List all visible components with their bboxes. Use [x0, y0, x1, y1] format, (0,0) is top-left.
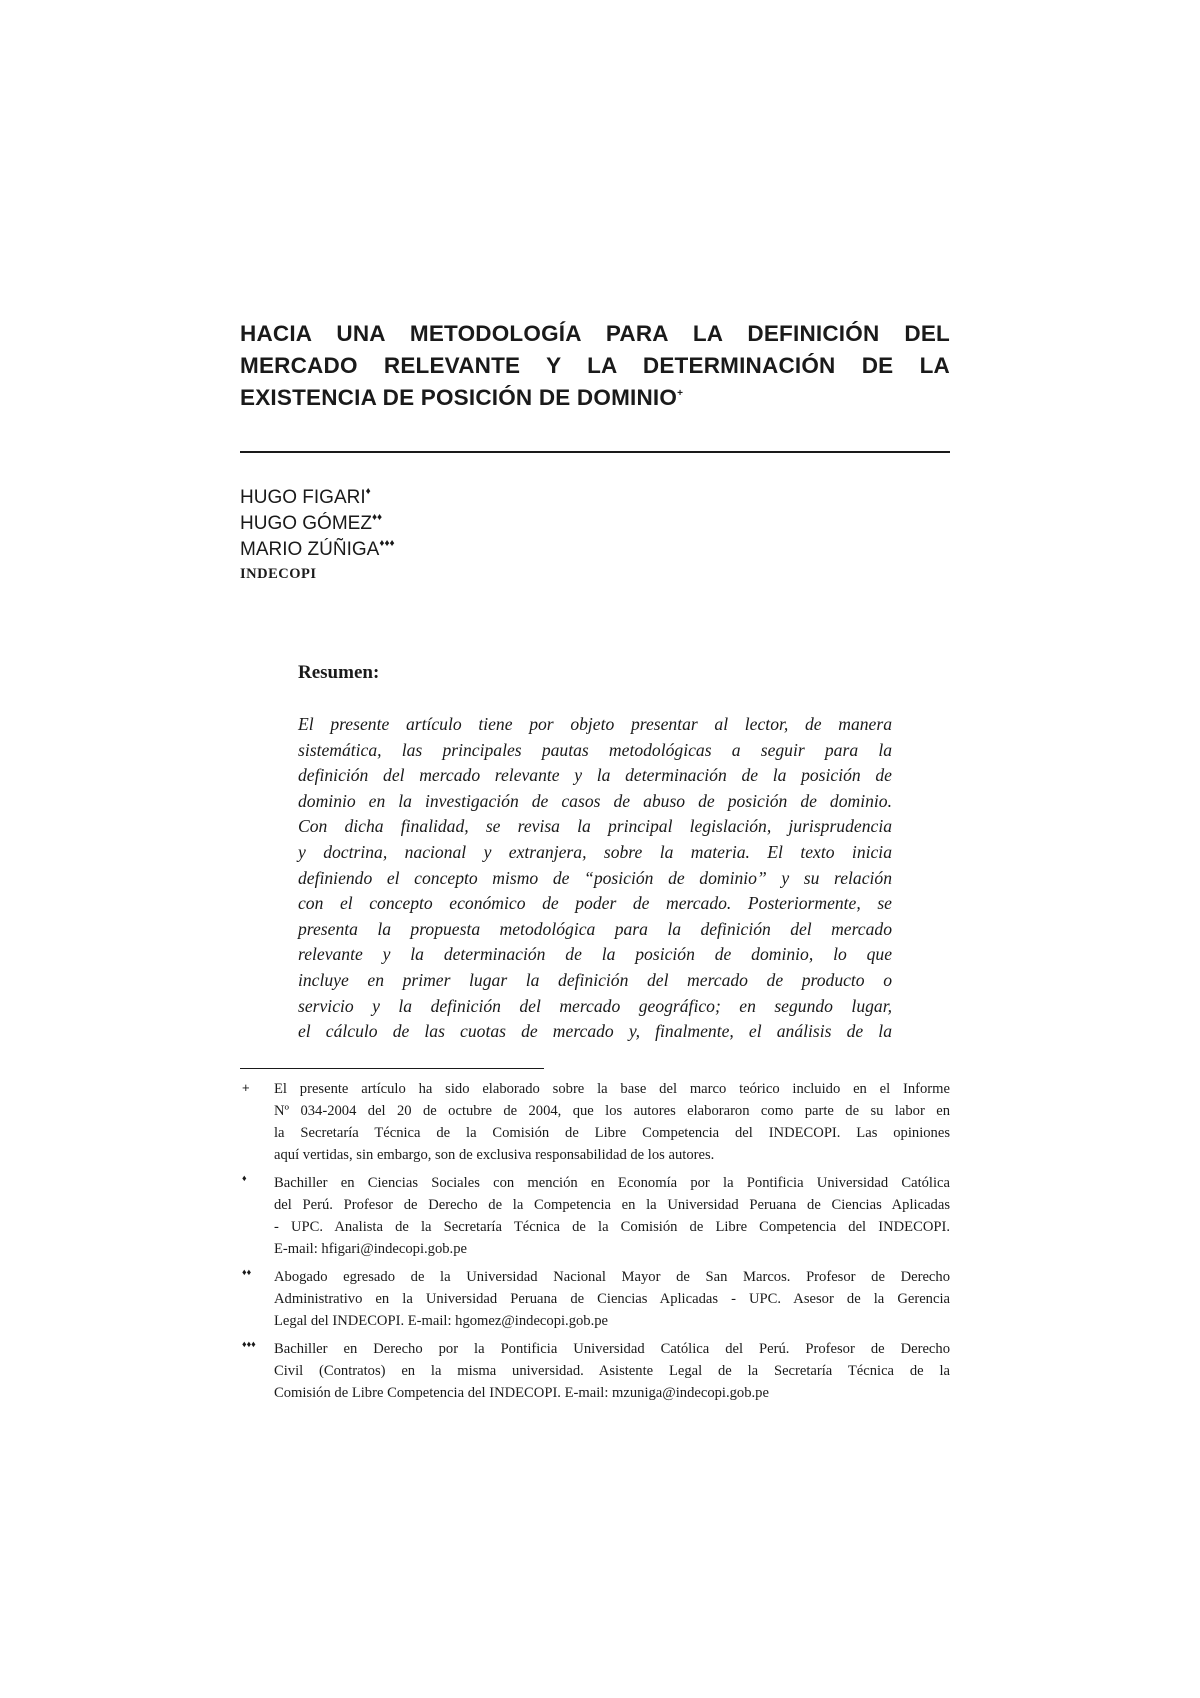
footnote [240, 1338, 950, 1404]
footnote-mark: ♦♦ [242, 1267, 252, 1277]
footnote-line: del Perú. Profesor de Derecho de la Competencia en la Universidad Peruana de Ciencias Aplicadas [274, 1197, 950, 1213]
author-block [240, 485, 640, 585]
title-line-last [240, 382, 950, 414]
footnote-mark: ♦♦♦ [242, 1339, 256, 1349]
author-footnote-mark: ♦♦ [371, 512, 383, 523]
author-name [240, 511, 640, 537]
footnote-line: El presente artículo ha sido elaborado sobre la base del marco teórico incluido en el Informe [274, 1081, 950, 1097]
author-name [240, 537, 640, 563]
author-footnote-mark: ♦ [365, 486, 371, 497]
footnote-separator [240, 1068, 544, 1069]
abstract-line: incluye en primer lugar la definición del mercado de producto o [298, 969, 892, 990]
title-line: HACIA UNA METODOLOGÍA PARA LA DEFINICIÓN DEL [240, 321, 950, 346]
footnote-line: Legal del INDECOPI. E-mail: hgomez@indecopi.gob.pe [274, 1313, 609, 1329]
author-footnote-mark: ♦♦♦ [379, 538, 395, 549]
footnote [240, 1078, 950, 1166]
abstract-line: servicio y la definición del mercado geográfico; en segundo lugar, [298, 995, 892, 1016]
author-name [240, 485, 640, 511]
footnote-line: aquí vertidas, sin embargo, son de exclusiva responsabilidad de los autores. [274, 1147, 715, 1163]
author-institution: INDECOPI [240, 566, 317, 582]
abstract-line: Con dicha finalidad, se revisa la principal legislación, jurisprudencia [298, 816, 892, 837]
author-name-text: HUGO GÓMEZ [240, 513, 372, 534]
abstract-line: y doctrina, nacional y extranjera, sobre la materia. El texto inicia [298, 841, 892, 862]
abstract-line: con el concepto económico de poder de mercado. Posteriormente, se [298, 893, 892, 914]
abstract-line: el cálculo de las cuotas de mercado y, finalmente, el análisis de la [298, 1021, 892, 1042]
title-footnote-mark: + [677, 388, 684, 399]
abstract-line: definiendo el concepto mismo de “posición de dominio” y su relación [298, 867, 892, 888]
title-line-text: EXISTENCIA DE POSICIÓN DE DOMINIO [240, 385, 678, 410]
footnote-line: Bachiller en Derecho por la Pontificia Universidad Católica del Perú. Profesor de Derecho [274, 1341, 950, 1357]
abstract-line: presenta la propuesta metodológica para la definición del mercado [298, 918, 892, 939]
footnote-line: la Secretaría Técnica de la Comisión de Libre Competencia del INDECOPI. Las opiniones [274, 1125, 950, 1141]
footnote-line: Nº 034-2004 del 20 de octubre de 2004, que los autores elaboraron como parte de su labor en [274, 1103, 950, 1119]
footnote-line: Administrativo en la Universidad Peruana de Ciencias Aplicadas - UPC. Asesor de la Gerencia [274, 1291, 950, 1307]
footnote [240, 1266, 950, 1332]
abstract-line: sistemática, las principales pautas metodológicas a seguir para la [298, 739, 892, 760]
abstract-line: El presente artículo tiene por objeto presentar al lector, de manera [298, 714, 892, 734]
footnote-line: - UPC. Analista de la Secretaría Técnica de la Comisión de Libre Competencia del INDECOPI. [274, 1219, 950, 1235]
title-line: MERCADO RELEVANTE Y LA DETERMINACIÓN DE LA [240, 353, 950, 378]
footnote-mark: + [242, 1080, 250, 1095]
footnote-mark: ♦ [242, 1173, 247, 1183]
footnote-line: E-mail: hfigari@indecopi.gob.pe [274, 1241, 467, 1257]
abstract-line: relevante y la determinación de la posición de dominio, lo que [298, 944, 892, 965]
footnote-line: Bachiller en Ciencias Sociales con mención en Economía por la Pontificia Universidad Católica [274, 1175, 950, 1191]
article-title [240, 318, 950, 414]
abstract-text [298, 712, 892, 1045]
abstract-heading: Resumen: [298, 662, 380, 683]
footnote-line: Civil (Contratos) en la misma universidad. Asistente Legal de la Secretaría Técnica de la [274, 1363, 950, 1379]
footnote-line: Abogado egresado de la Universidad Nacional Mayor de San Marcos. Profesor de Derecho [274, 1269, 950, 1285]
abstract-line: dominio en la investigación de casos de abuso de posición de dominio. [298, 790, 892, 811]
author-name-text: MARIO ZÚÑIGA [240, 539, 380, 560]
title-divider [240, 451, 950, 453]
footnotes [240, 1078, 950, 1410]
author-name-text: HUGO FIGARI [240, 487, 366, 508]
footnote [240, 1172, 950, 1260]
abstract-line: definición del mercado relevante y la determinación de la posición de [298, 765, 892, 786]
footnote-line: Comisión de Libre Competencia del INDECOPI. E-mail: mzuniga@indecopi.gob.pe [274, 1385, 769, 1401]
